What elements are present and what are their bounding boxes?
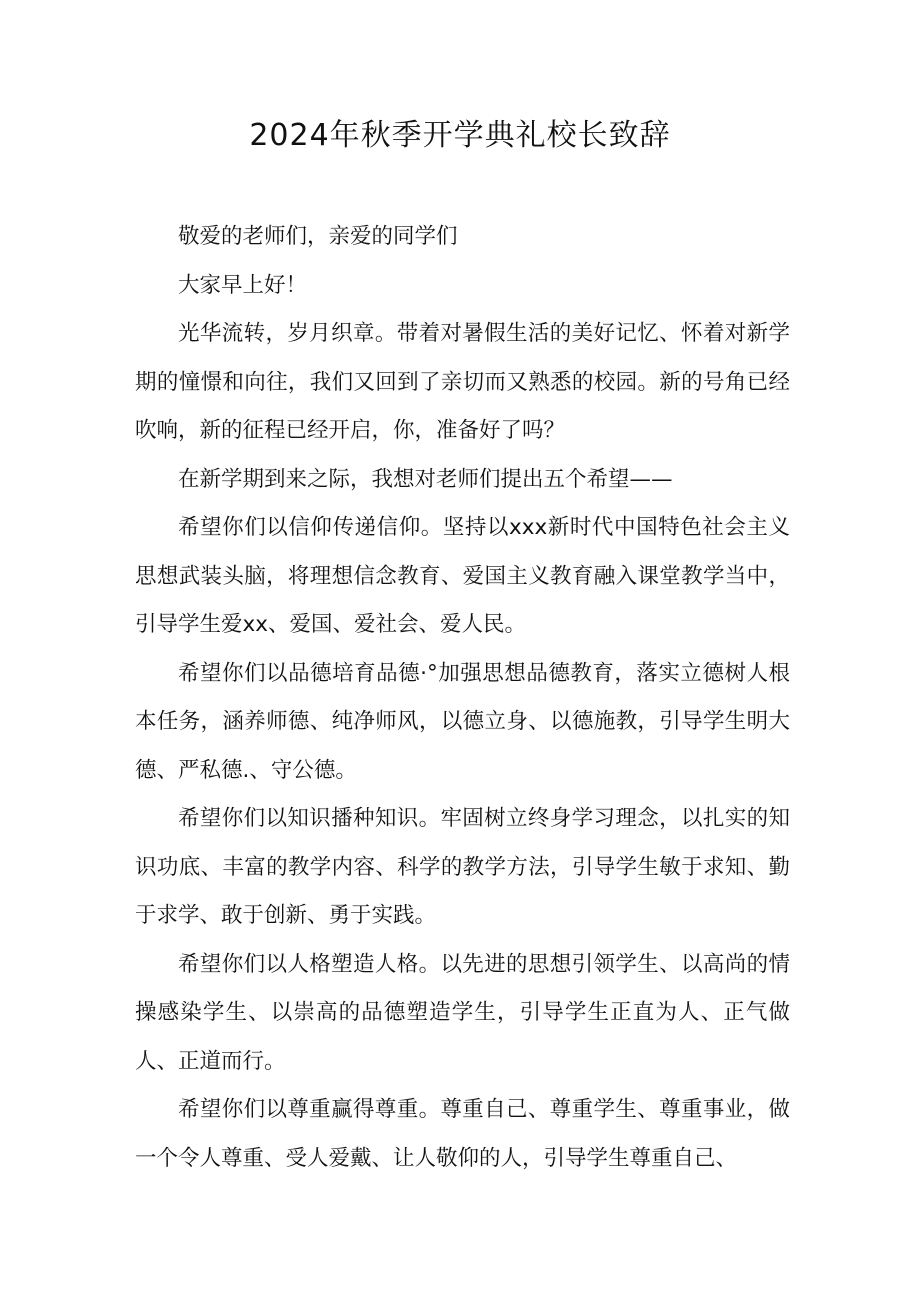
document-body <box>135 213 790 1183</box>
paragraph-hope-morality: 希望你们以品德培育品德·°加强思想品德教育，落实立德树人根本任务，涵养师德、纯净师风，以德立身、以德施教，引导学生明大德、严私德.、守公德。 <box>135 660 790 783</box>
paragraph-hope-personality: 希望你们以人格塑造人格。以先进的思想引领学生、以高尚的情操感染学生、以崇高的品德塑造学生，引导学生正直为人、正气做人、正道而行。 <box>135 951 790 1074</box>
document-title: 2024年秋季开学典礼校长致辞 <box>249 118 671 153</box>
paragraph-hope-respect: 希望你们以尊重赢得尊重。尊重自己、尊重学生、尊重事业，做一个令人尊重、受人爱戴、让人敬仰的人，引导学生尊重自己、 <box>135 1097 790 1171</box>
greeting: 大家早上好！ <box>178 272 308 298</box>
paragraph-intro-hopes: 在新学期到来之际，我想对老师们提出五个希望—— <box>178 466 673 492</box>
paragraph-opening: 光华流转，岁月织章。带着对暑假生活的美好记忆、怀着对新学期的憧憬和向往，我们又回到了亲切而又熟悉的校园。新的号角已经吹响，新的征程已经开启，你，准备好了吗？ <box>135 321 790 443</box>
paragraph-hope-belief: 希望你们以信仰传递信仰。坚持以xxx新时代中国特色社会主义思想武装头脑，将理想信念教育、爱国主义教育融入课堂教学当中，引导学生爱xx、爱国、爱社会、爱人民。 <box>135 515 790 637</box>
paragraph-hope-knowledge: 希望你们以知识播种知识。牢固树立终身学习理念，以扎实的知识功底、丰富的教学内容、科学的教学方法，引导学生敏于求知、勤于求学、敢于创新、勇于实践。 <box>135 806 790 928</box>
salutation: 敬爱的老师们，亲爱的同学们 <box>178 224 458 249</box>
